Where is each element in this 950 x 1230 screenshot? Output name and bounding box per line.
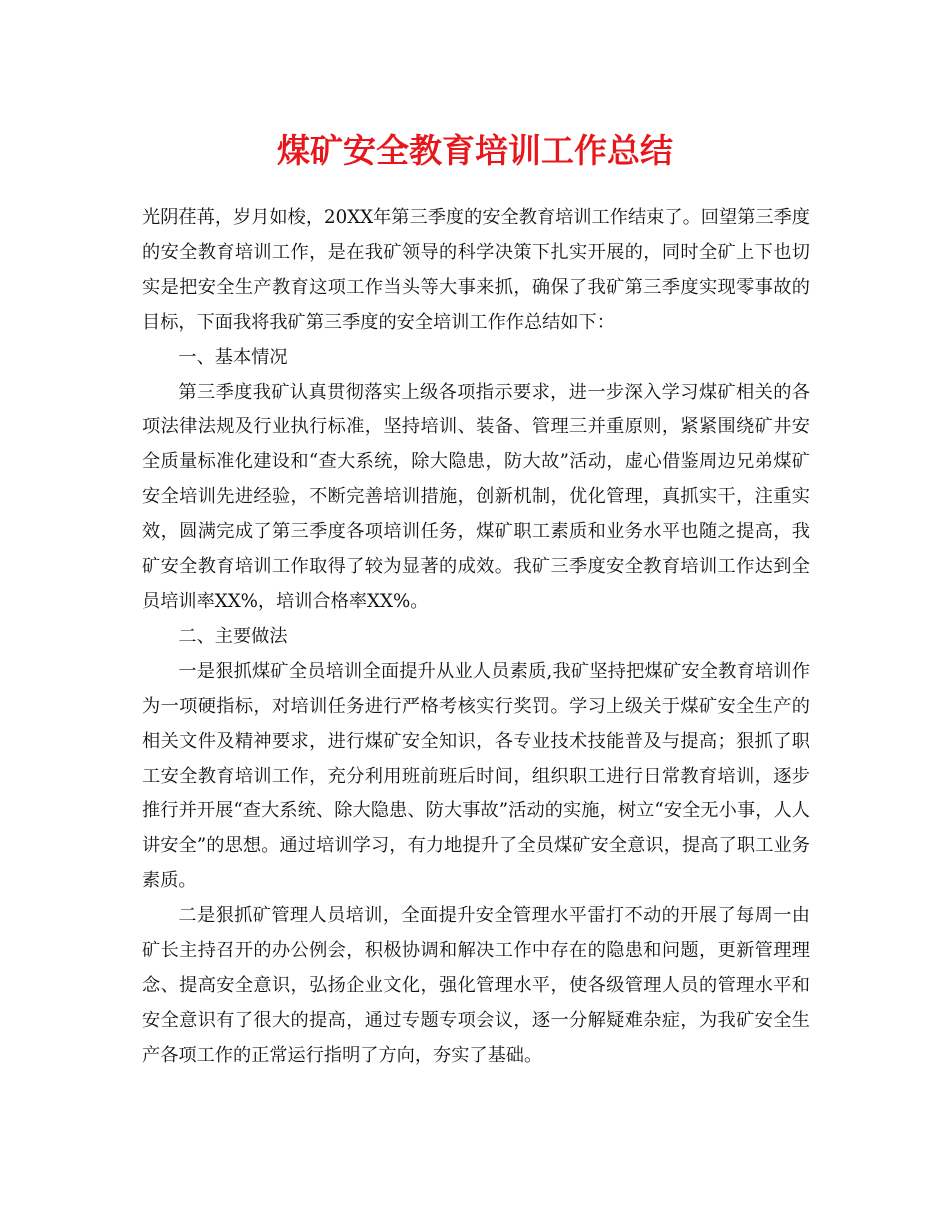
basic-situation-paragraph: 第三季度我矿认真贯彻落实上级各项指示要求，进一步深入学习煤矿相关的各项法律法规及行业执行标准，坚持培训、装备、管理三并重原则，紧紧围绕矿井安全质量标准化建设和“查大系统，除大隐患，防大故”活动，虚心借鉴周边兄弟煤矿安全培训先进经验，不断完善培训措施，创新机制，优化管理，真抓实干，注重实效，圆满完成了第三季度各项培训任务，煤矿职工素质和业务水平也随之提高，我矿安全教育培训工作取得了较为显著的成效。我矿三季度安全教育培训工作达到全员培训率XX%，培训合格率XX%。 [142,381,810,612]
practice-paragraph-2: 二是狠抓矿管理人员培训，全面提升安全管理水平雷打不动的开展了每周一由矿长主持召开的办公例会，积极协调和解决工作中存在的隐患和问题，更新管理理念、提高安全意识，弘扬企业文化，强化管理水平，使各级管理人员的管理水平和安全意识有了很大的提高，通过专题专项会议，逐一分解疑难杂症，为我矿安全生产各项工作的正常运行指明了方向，夯实了基础。 [142,905,810,1066]
intro-paragraph: 光阴荏苒，岁月如梭，20XX年第三季度的安全教育培训工作结束了。回望第三季度的安全教育培训工作，是在我矿领导的科学决策下扎实开展的，同时全矿上下也切实是把安全生产教育这项工作当头等大事来抓，确保了我矿第三季度实现零事故的目标，下面我将我矿第三季度的安全培训工作作总结如下： [142,207,810,333]
section-heading-basic-situation: 一、基本情况 [178,346,288,368]
document-body [142,201,810,1074]
section-heading-main-practices: 二、主要做法 [178,625,288,647]
document-title: 煤矿安全教育培训工作总结 [277,131,673,170]
practice-paragraph-1: 一是狠抓煤矿全员培训全面提升从业人员素质,我矿坚持把煤矿安全教育培训作为一项硬指标，对培训任务进行严格考核实行奖罚。学习上级关于煤矿安全生产的相关文件及精神要求，进行煤矿安全知识，各专业技术技能普及与提高；狠抓了职工安全教育培训工作，充分利用班前班后时间，组织职工进行日常教育培训，逐步推行并开展“查大系统、除大隐患、防大事故”活动的实施，树立“安全无小事，人人讲安全”的思想。通过培训学习，有力地提升了全员煤矿安全意识，提高了职工业务素质。 [142,660,810,892]
